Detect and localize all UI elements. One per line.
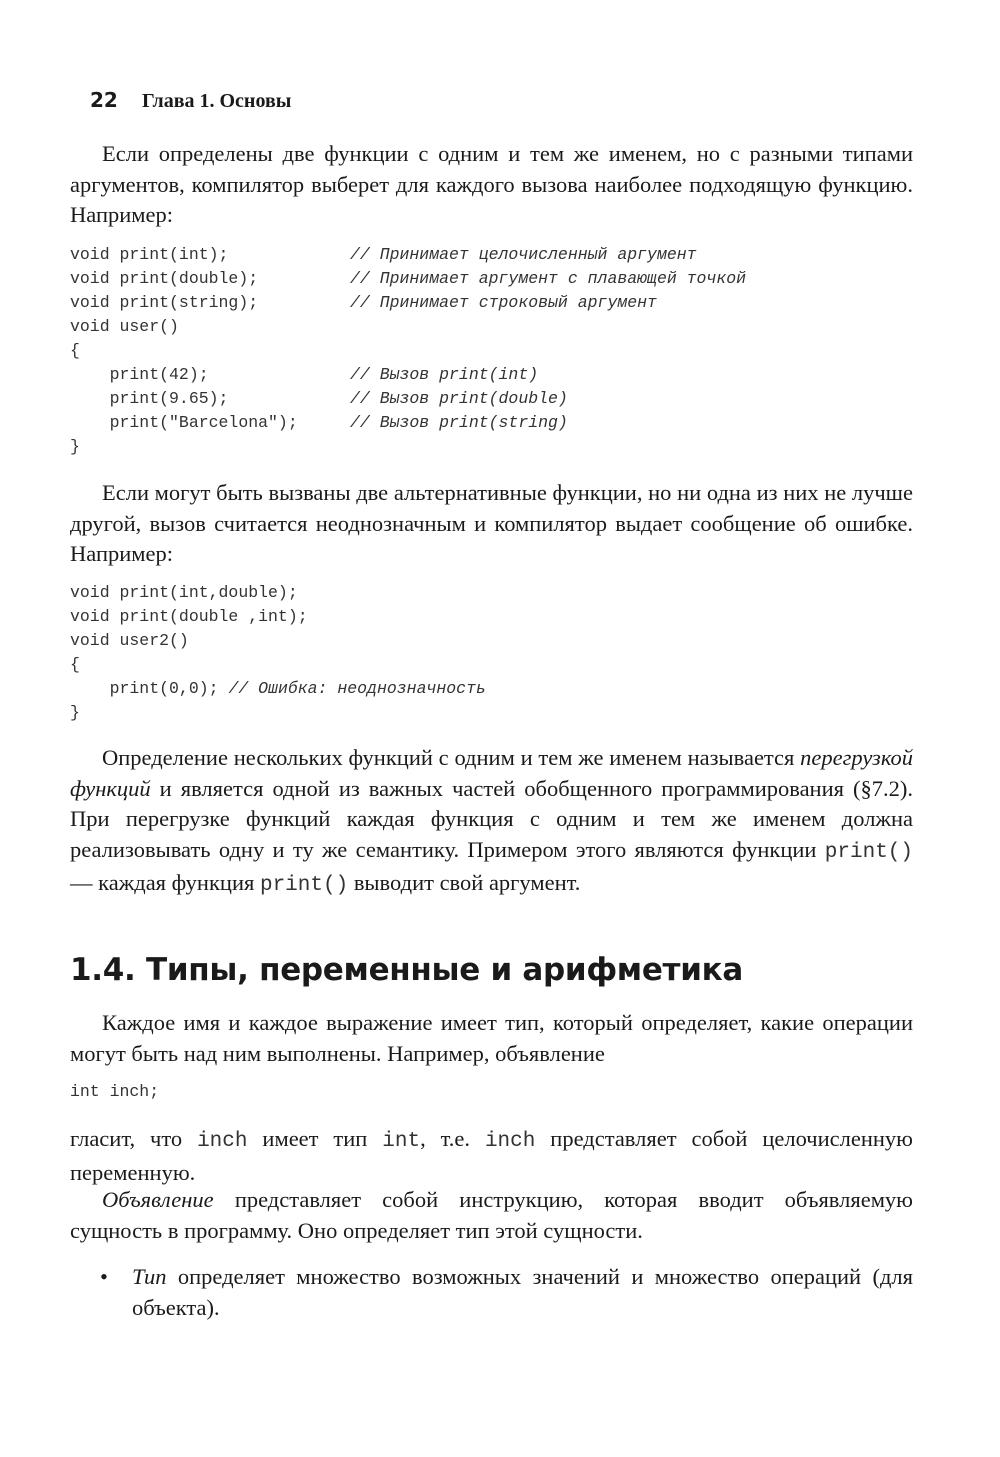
section-heading: 1.4. Типы, переменные и арифметика xyxy=(70,952,743,988)
code-text: } xyxy=(70,437,80,456)
code-line xyxy=(70,243,697,267)
code-line xyxy=(70,315,298,339)
inline-code-inch: inch xyxy=(197,1130,248,1153)
code-line xyxy=(70,387,568,411)
code-line xyxy=(70,701,486,725)
code-line xyxy=(70,677,486,701)
term-function-overloading: перегрузкой функций xyxy=(70,745,913,801)
paragraph-ambiguity: Если могут быть вызваны две альтернативные функции, но ни одна из них не лучше другой, вызов считается неоднозначным и компилятор выдает сообщение об ошибке. Например: xyxy=(70,480,913,566)
list-item: • Тип определяет множество возможных значений и множество операций (для объекта). xyxy=(100,1264,913,1320)
code-text: void print(double ,int); xyxy=(70,607,308,626)
code-block-print-overloads xyxy=(70,243,747,459)
code-line xyxy=(70,411,568,435)
code-comment: // Вызов print(string) xyxy=(350,413,568,432)
code-comment: // Принимает строковый аргумент xyxy=(350,293,657,312)
code-text: print(0,0); xyxy=(70,679,229,698)
code-comment: // Принимает аргумент с плавающей точкой xyxy=(350,269,747,288)
bullet-icon: • xyxy=(100,1264,108,1289)
code-line xyxy=(70,653,486,677)
inline-code-int: int xyxy=(382,1130,421,1153)
inline-code-print: print() xyxy=(824,840,913,864)
paragraph-inch-explanation: гласит, что inch имеет тип int, т.е. inch представляет собой целочисленную переменную. xyxy=(70,1126,913,1185)
paragraph-overloading-intro: Если определены две функции с одним и тем же именем, но с разными типами аргументов, компилятор выберет для каждого вызова наиболее подходящую функцию. Например: xyxy=(70,141,913,227)
code-comment: // Вызов print(double) xyxy=(350,389,568,408)
code-block-ambiguous-call xyxy=(70,581,486,725)
code-text: print(9.65); xyxy=(70,389,229,408)
paragraph-declaration: Объявление представляет собой инструкцию, которая вводит объявляемую сущность в программу. Оно определяет тип этой сущности. xyxy=(70,1187,913,1243)
code-text: void print(int,double); xyxy=(70,583,298,602)
paragraph-types-intro: Каждое имя и каждое выражение имеет тип, который определяет, какие операции могут быть над ним выполнены. Например, объявление xyxy=(70,1010,913,1066)
code-text: print(42); xyxy=(70,365,209,384)
code-line xyxy=(70,363,539,387)
code-line xyxy=(70,581,486,605)
running-header xyxy=(70,88,291,113)
code-text: void print(string); xyxy=(70,293,259,312)
code-line xyxy=(70,605,486,629)
code-comment: // Вызов print(int) xyxy=(350,365,539,384)
code-comment: // Принимает целочисленный аргумент xyxy=(350,245,697,264)
code-comment: // Ошибка: неоднозначность xyxy=(228,679,486,698)
code-line xyxy=(70,339,298,363)
code-line xyxy=(70,629,486,653)
code-line-int-inch: int inch; xyxy=(70,1082,160,1101)
page-number: 22 xyxy=(90,88,118,112)
code-text: void user() xyxy=(70,317,179,336)
term-type: Тип xyxy=(132,1264,167,1289)
code-line xyxy=(70,267,747,291)
paragraph-overloading-definition: Определение нескольких функций с одним и тем же именем называется перегрузкой функций и является одной из важных частей обобщенного программирования (§7.2). При перегрузке функций каждая функция с одним и тем же именем должна реализовывать одну и ту же семантику. Примером этого являются функции print() — каждая функция print() выводит свой аргумент. xyxy=(70,745,913,897)
term-declaration: Объявление xyxy=(102,1187,214,1212)
code-text: { xyxy=(70,341,80,360)
code-line xyxy=(70,291,657,315)
code-line xyxy=(70,435,298,459)
inline-code-inch: inch xyxy=(484,1130,536,1153)
code-text: { xyxy=(70,655,80,674)
inline-code-print: print() xyxy=(259,874,349,897)
code-text: void print(int); xyxy=(70,245,229,264)
code-text: void user2() xyxy=(70,631,189,650)
code-text: } xyxy=(70,703,80,722)
chapter-title: Глава 1. Основы xyxy=(142,90,292,112)
code-text: void print(double); xyxy=(70,269,259,288)
code-text: print("Barcelona"); xyxy=(70,413,298,432)
